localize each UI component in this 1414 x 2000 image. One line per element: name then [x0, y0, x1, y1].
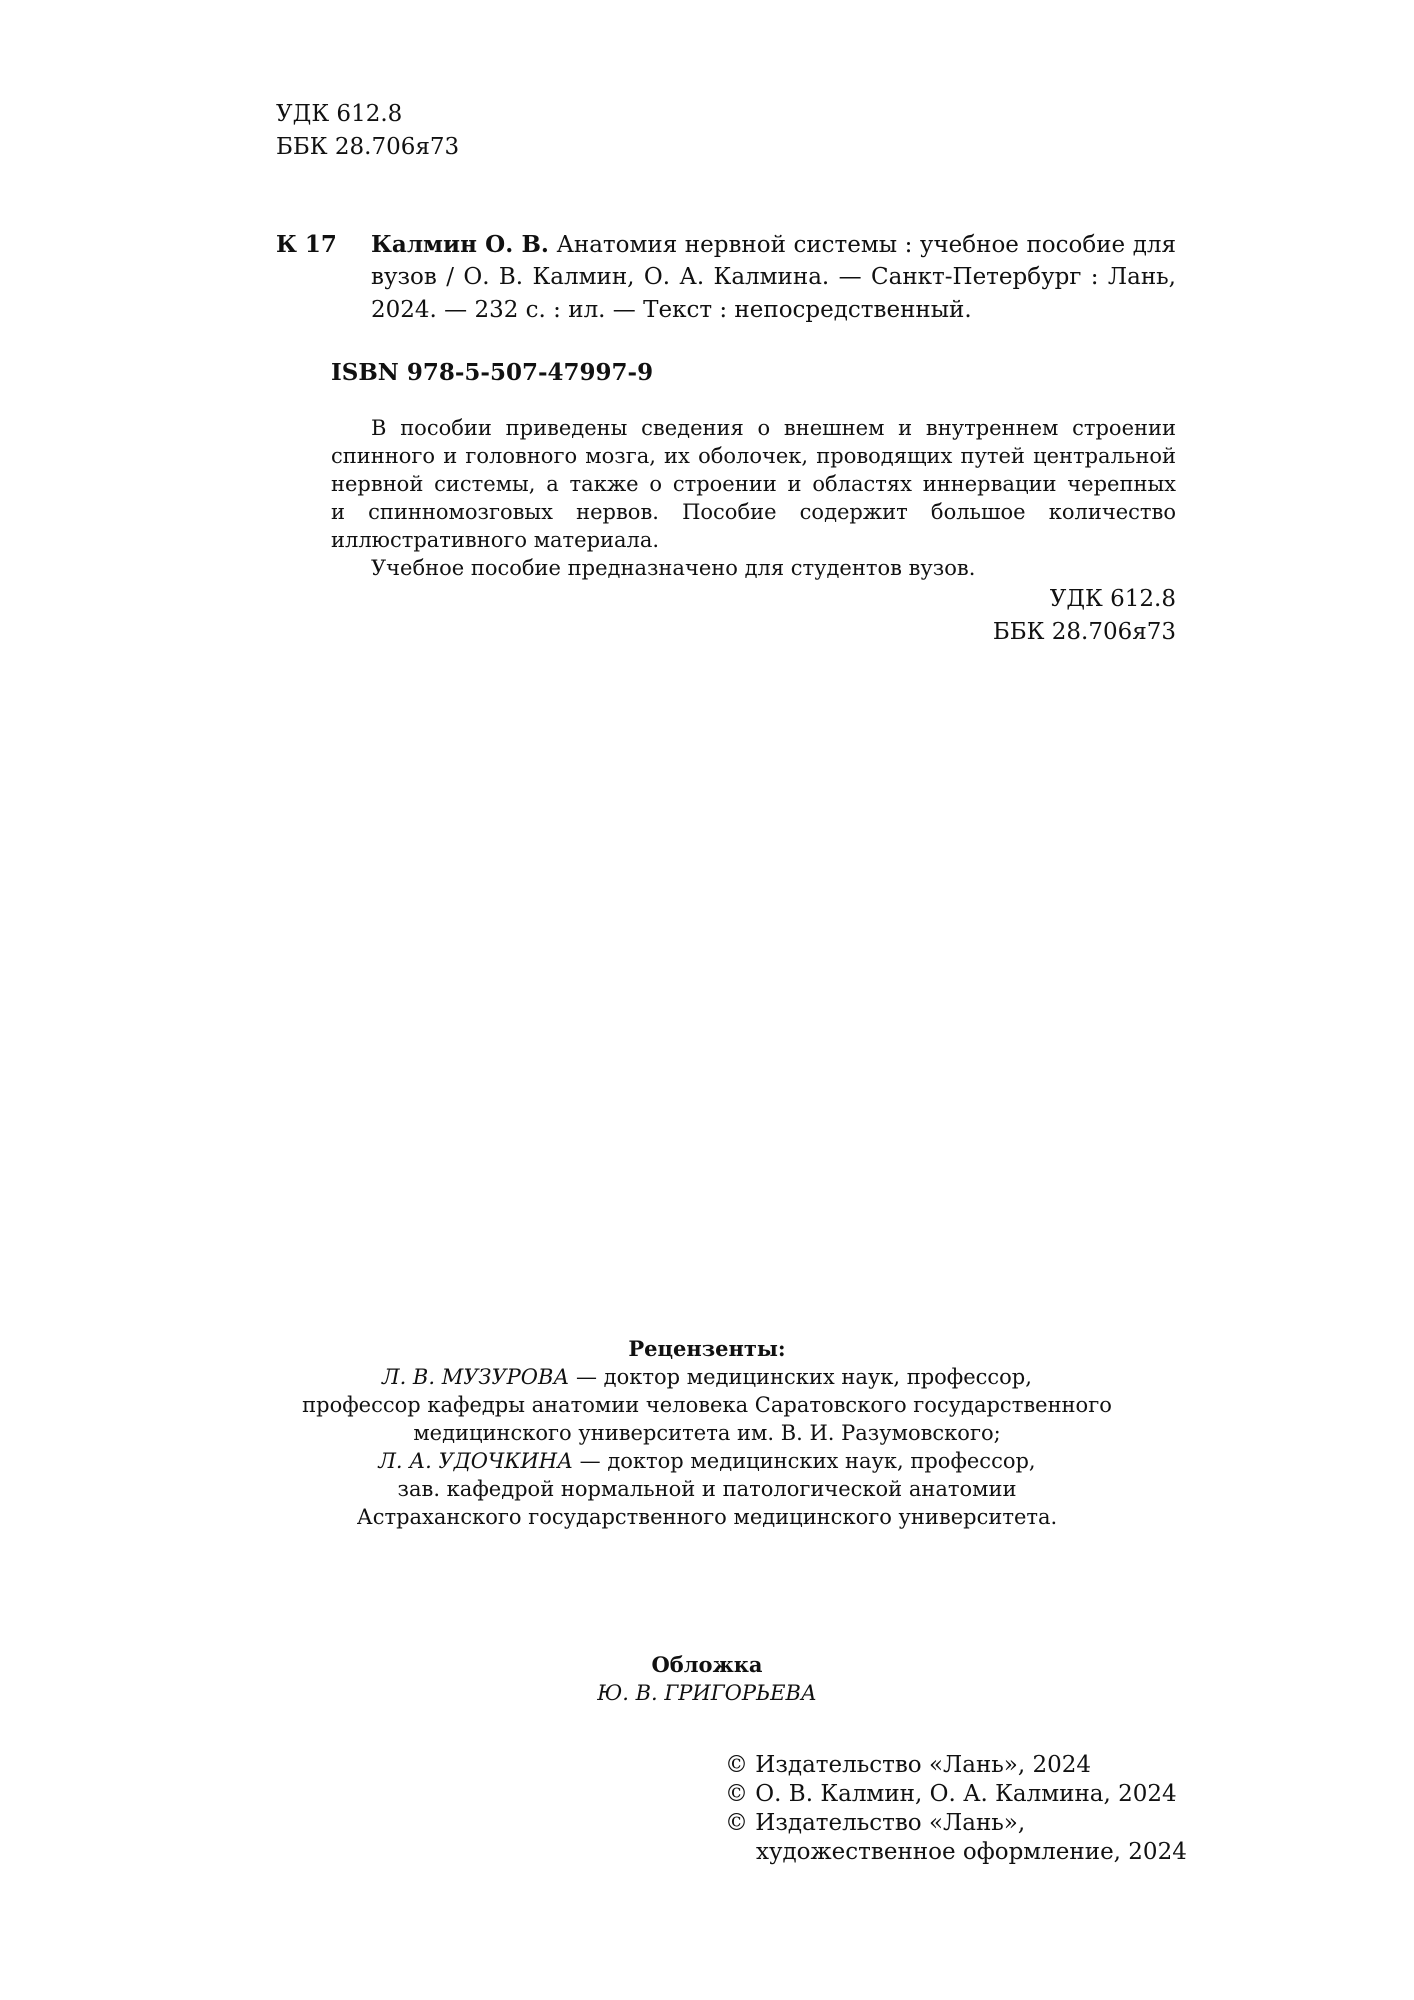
annotation-line: В пособии приведены сведения о внешнем и внутреннем строении — [371, 416, 1176, 440]
reviewer-1-affiliation: медицинского университета им. В. И. Разумовского; — [413, 1421, 1001, 1445]
book-title-text: Анатомия нервной системы : учебное пособие для — [556, 232, 1176, 258]
reviewer-1 — [0, 1363, 1414, 1391]
bbk-code: ББК 28.706я73 — [992, 619, 1176, 645]
annotation-line: иллюстративного материала. — [331, 528, 660, 552]
reviewer-1-affiliation: профессор кафедры анатомии человека Саратовского государственного — [302, 1393, 1112, 1417]
reviewer-2 — [0, 1447, 1414, 1475]
udk-code: УДК 612.8 — [1049, 586, 1176, 612]
bibliographic-line — [371, 228, 1176, 261]
isbn: ISBN 978-5-507-47997-9 — [331, 359, 654, 386]
bibliographic-line: 2024. — 232 с. : ил. — Текст : непосредственный. — [371, 297, 972, 323]
reviewer-1-name: Л. В. МУЗУРОВА — [382, 1365, 570, 1389]
bibliographic-description — [371, 228, 1176, 327]
copyright-line: © Издательство «Лань», — [725, 1810, 1026, 1836]
copyright-line: © О. В. Калмин, О. А. Калмина, 2024 — [725, 1781, 1177, 1807]
cover-title: Обложка — [651, 1652, 763, 1677]
bbk-code: ББК 28.706я73 — [276, 134, 460, 160]
copyright-line: © Издательство «Лань», 2024 — [725, 1752, 1092, 1778]
classification-header — [276, 98, 459, 164]
copyright-block — [725, 1751, 1187, 1867]
reviewer-2-affiliation: Астраханского государственного медицинского университета. — [356, 1505, 1058, 1529]
udk-code: УДК 612.8 — [276, 101, 403, 127]
annotation-line: и спинномозговых нервов. Пособие содержит большое количество — [331, 500, 1176, 524]
annotation — [331, 414, 1176, 582]
bibliographic-line: вузов / О. В. Калмин, О. А. Калмина. — Санкт-Петербург : Лань, — [371, 264, 1176, 290]
author-name: Калмин О. В. — [371, 231, 549, 258]
annotation-line: спинного и головного мозга, их оболочек, проводящих путей центральной — [331, 444, 1176, 468]
cover-credit — [0, 1650, 1414, 1708]
copyright-line: художественное оформление, 2024 — [756, 1839, 1187, 1865]
author-mark: К 17 — [276, 231, 337, 258]
reviewer-2-name: Л. А. УДОЧКИНА — [378, 1449, 573, 1473]
reviewers-title: Рецензенты: — [628, 1336, 786, 1361]
annotation-line: Учебное пособие предназначено для студентов вузов. — [371, 556, 976, 580]
reviewer-2-affiliation: зав. кафедрой нормальной и патологической анатомии — [397, 1477, 1017, 1501]
classification-footer — [993, 583, 1176, 649]
reviewers-block — [0, 1335, 1414, 1531]
cover-designer: Ю. В. ГРИГОРЬЕВА — [597, 1681, 817, 1705]
annotation-line: нервной системы, а также о строении и областях иннервации черепных — [331, 472, 1176, 496]
reviewer-1-role: — доктор медицинских наук, профессор, — [569, 1365, 1032, 1389]
reviewer-2-role: — доктор медицинских наук, профессор, — [573, 1449, 1036, 1473]
